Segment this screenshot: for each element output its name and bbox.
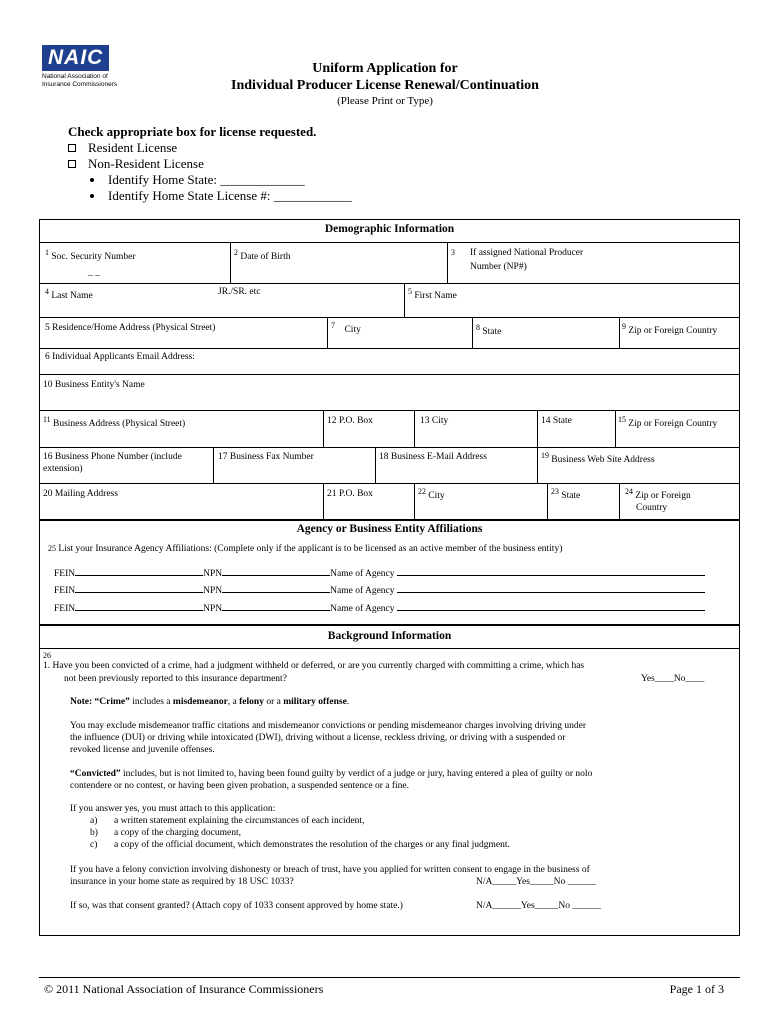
license-heading: Check appropriate box for license requested. [68, 124, 317, 139]
convicted-line1: “Convicted” includes, but is not limited to, having been found guilty by verdict of a judge or jury, having entered a plea of guilty or nolo [70, 769, 593, 779]
background-title: Background Information [327, 630, 452, 642]
email-field[interactable]: 6 Individual Applicants Email Address: [45, 352, 195, 362]
felony-line2: insurance in your home state as required by 18 USC 1033? [70, 877, 294, 887]
mailing-city-field[interactable]: $^{22}$ City [418, 487, 445, 502]
footer-page-number: Page 1 of 3 [669, 982, 724, 996]
page-title [0, 60, 770, 94]
attach-item-c-label: c) [90, 840, 98, 850]
title-line2: Individual Producer License Renewal/Continuation [231, 78, 539, 93]
convicted-line2: contendere or no contest, or having been given probation, a suspended sentence or a fine. [70, 781, 409, 791]
demographic-title: Demographic Information [324, 223, 455, 235]
npn-label: If assigned National Producer Number (NP#) [470, 248, 584, 272]
demographic-section [39, 219, 740, 520]
mailing-po-box-field[interactable]: 21 P.O. Box [327, 489, 373, 499]
logo-text-line1: National Association of [42, 73, 108, 80]
attach-item-a: a written statement explaining the circumstances of each incident, [114, 816, 365, 826]
attach-item-a-label: a) [90, 816, 98, 826]
agency-section [39, 520, 740, 625]
attach-heading: If you answer yes, you must attach to this application: [70, 804, 276, 814]
zip-field[interactable]: $^9$ Zip or Foreign Country [622, 322, 718, 337]
footer-divider [39, 977, 740, 978]
business-city-field[interactable]: 13 City [420, 416, 449, 426]
agency-title: Agency or Business Entity Affiliations [296, 523, 483, 535]
business-entity-field[interactable]: 10 Business Entity's Name [43, 380, 145, 390]
business-po-box-field[interactable]: 12 P.O. Box [327, 416, 373, 426]
npn-field[interactable]: 3 [451, 248, 455, 257]
attach-item-c: a copy of the official document, which demonstrates the resolution of the charges or any final judgment. [114, 840, 510, 850]
last-name-field[interactable]: $^4$ Last Name [45, 287, 93, 302]
felony-yes-no[interactable]: N/A_____Yes_____No ______ [476, 877, 597, 887]
title-line1: Uniform Application for [312, 61, 458, 76]
resident-license-option[interactable] [68, 140, 177, 156]
exclude-line2: the influence (DUI) or driving while intoxicated (DWI), driving without a license, reckless driving, or driving with a suspended or [70, 733, 566, 743]
non-resident-checkbox[interactable] [68, 160, 76, 168]
background-section [39, 625, 740, 936]
business-fax-field[interactable]: 17 Business Fax Number [218, 452, 314, 462]
residence-address-field[interactable]: 5 Residence/Home Address (Physical Street) [45, 323, 216, 333]
business-address-field[interactable]: $^{11}$ Business Address (Physical Street) [43, 415, 186, 430]
logo-text-line2: Insurance Commissioners [42, 80, 118, 88]
mailing-zip-field[interactable]: $^{24}$ Zip or Foreign Country [625, 487, 691, 514]
agency-row-1[interactable]: FEIN NPN Name of Agency [54, 566, 734, 580]
agency-row-3[interactable]: FEIN NPN Name of Agency [54, 601, 734, 615]
city-field[interactable]: $^7$ City [331, 321, 361, 336]
logo-mark: NAIC [42, 45, 109, 71]
background-num: 26 [43, 651, 51, 660]
name-suffix-label: JR./SR. etc [218, 287, 261, 297]
first-name-field[interactable]: $^5$ First Name [408, 287, 457, 302]
consent-question: If so, was that consent granted? (Attach copy of 1033 consent approved by home state.) [70, 901, 403, 911]
non-resident-license-option[interactable] [68, 156, 204, 172]
agency-instruction: 25 List your Insurance Agency Affiliations: (Complete only if the applicant is to be licensed as an active member of the business entity) [48, 544, 563, 554]
dob-field[interactable]: $^2$ Date of Birth [234, 248, 291, 263]
business-website-field[interactable]: $^{19}$ Business Web Site Address [541, 451, 655, 466]
non-resident-label: Non-Resident License [88, 156, 204, 171]
felony-line1: If you have a felony conviction involving dishonesty or breach of trust, have you applied for written consent to engage in the business of [70, 865, 590, 875]
ssn-dashes: _ _ [88, 268, 100, 278]
home-license-line[interactable] [90, 188, 352, 204]
business-zip-field[interactable]: $^{15}$ Zip or Foreign Country [618, 415, 718, 430]
question-1-line2: not been previously reported to this insurance department? [64, 674, 287, 684]
exclude-line3: revoked license and juvenile offenses. [70, 745, 215, 755]
home-state-line[interactable] [90, 172, 305, 188]
home-state-label: Identify Home State: _____________ [108, 172, 305, 187]
question-1-yes-no[interactable]: Yes____No____ [641, 674, 705, 684]
consent-yes-no[interactable]: N/A______Yes_____No ______ [476, 901, 601, 911]
business-phone-field[interactable]: 16 Business Phone Number (include extension) [43, 452, 182, 474]
bullet-icon [90, 194, 94, 198]
agency-row-2[interactable]: FEIN NPN Name of Agency [54, 583, 734, 597]
crime-note: Note: “Crime” includes a misdemeanor, a felony or a military offense. [70, 697, 350, 707]
resident-label: Resident License [88, 140, 178, 155]
attach-item-b: a copy of the charging document, [114, 828, 241, 838]
home-license-label: Identify Home State License #: ____________ [108, 188, 352, 203]
business-email-field[interactable]: 18 Business E-Mail Address [379, 452, 487, 462]
mailing-address-field[interactable]: 20 Mailing Address [43, 489, 118, 499]
state-field[interactable]: $^8$ State [476, 323, 502, 338]
question-1-line1: 1. Have you been convicted of a crime, had a judgment withheld or deferred, or are you currently charged with committing a crime, which has [43, 661, 585, 671]
page-subtitle: (Please Print or Type) [337, 95, 433, 107]
attach-item-b-label: b) [90, 828, 98, 838]
mailing-state-field[interactable]: $^{23}$ State [551, 487, 581, 502]
business-state-field[interactable]: 14 State [541, 416, 572, 426]
footer-copyright: © 2011 National Association of Insurance Commissioners [44, 982, 324, 996]
ssn-field[interactable]: $^1$ Soc. Security Number [45, 248, 136, 263]
bullet-icon [90, 178, 94, 182]
exclude-line1: You may exclude misdemeanor traffic citations and misdemeanor convictions or pending misdemeanor charges involving driving under [70, 721, 587, 731]
resident-checkbox[interactable] [68, 144, 76, 152]
